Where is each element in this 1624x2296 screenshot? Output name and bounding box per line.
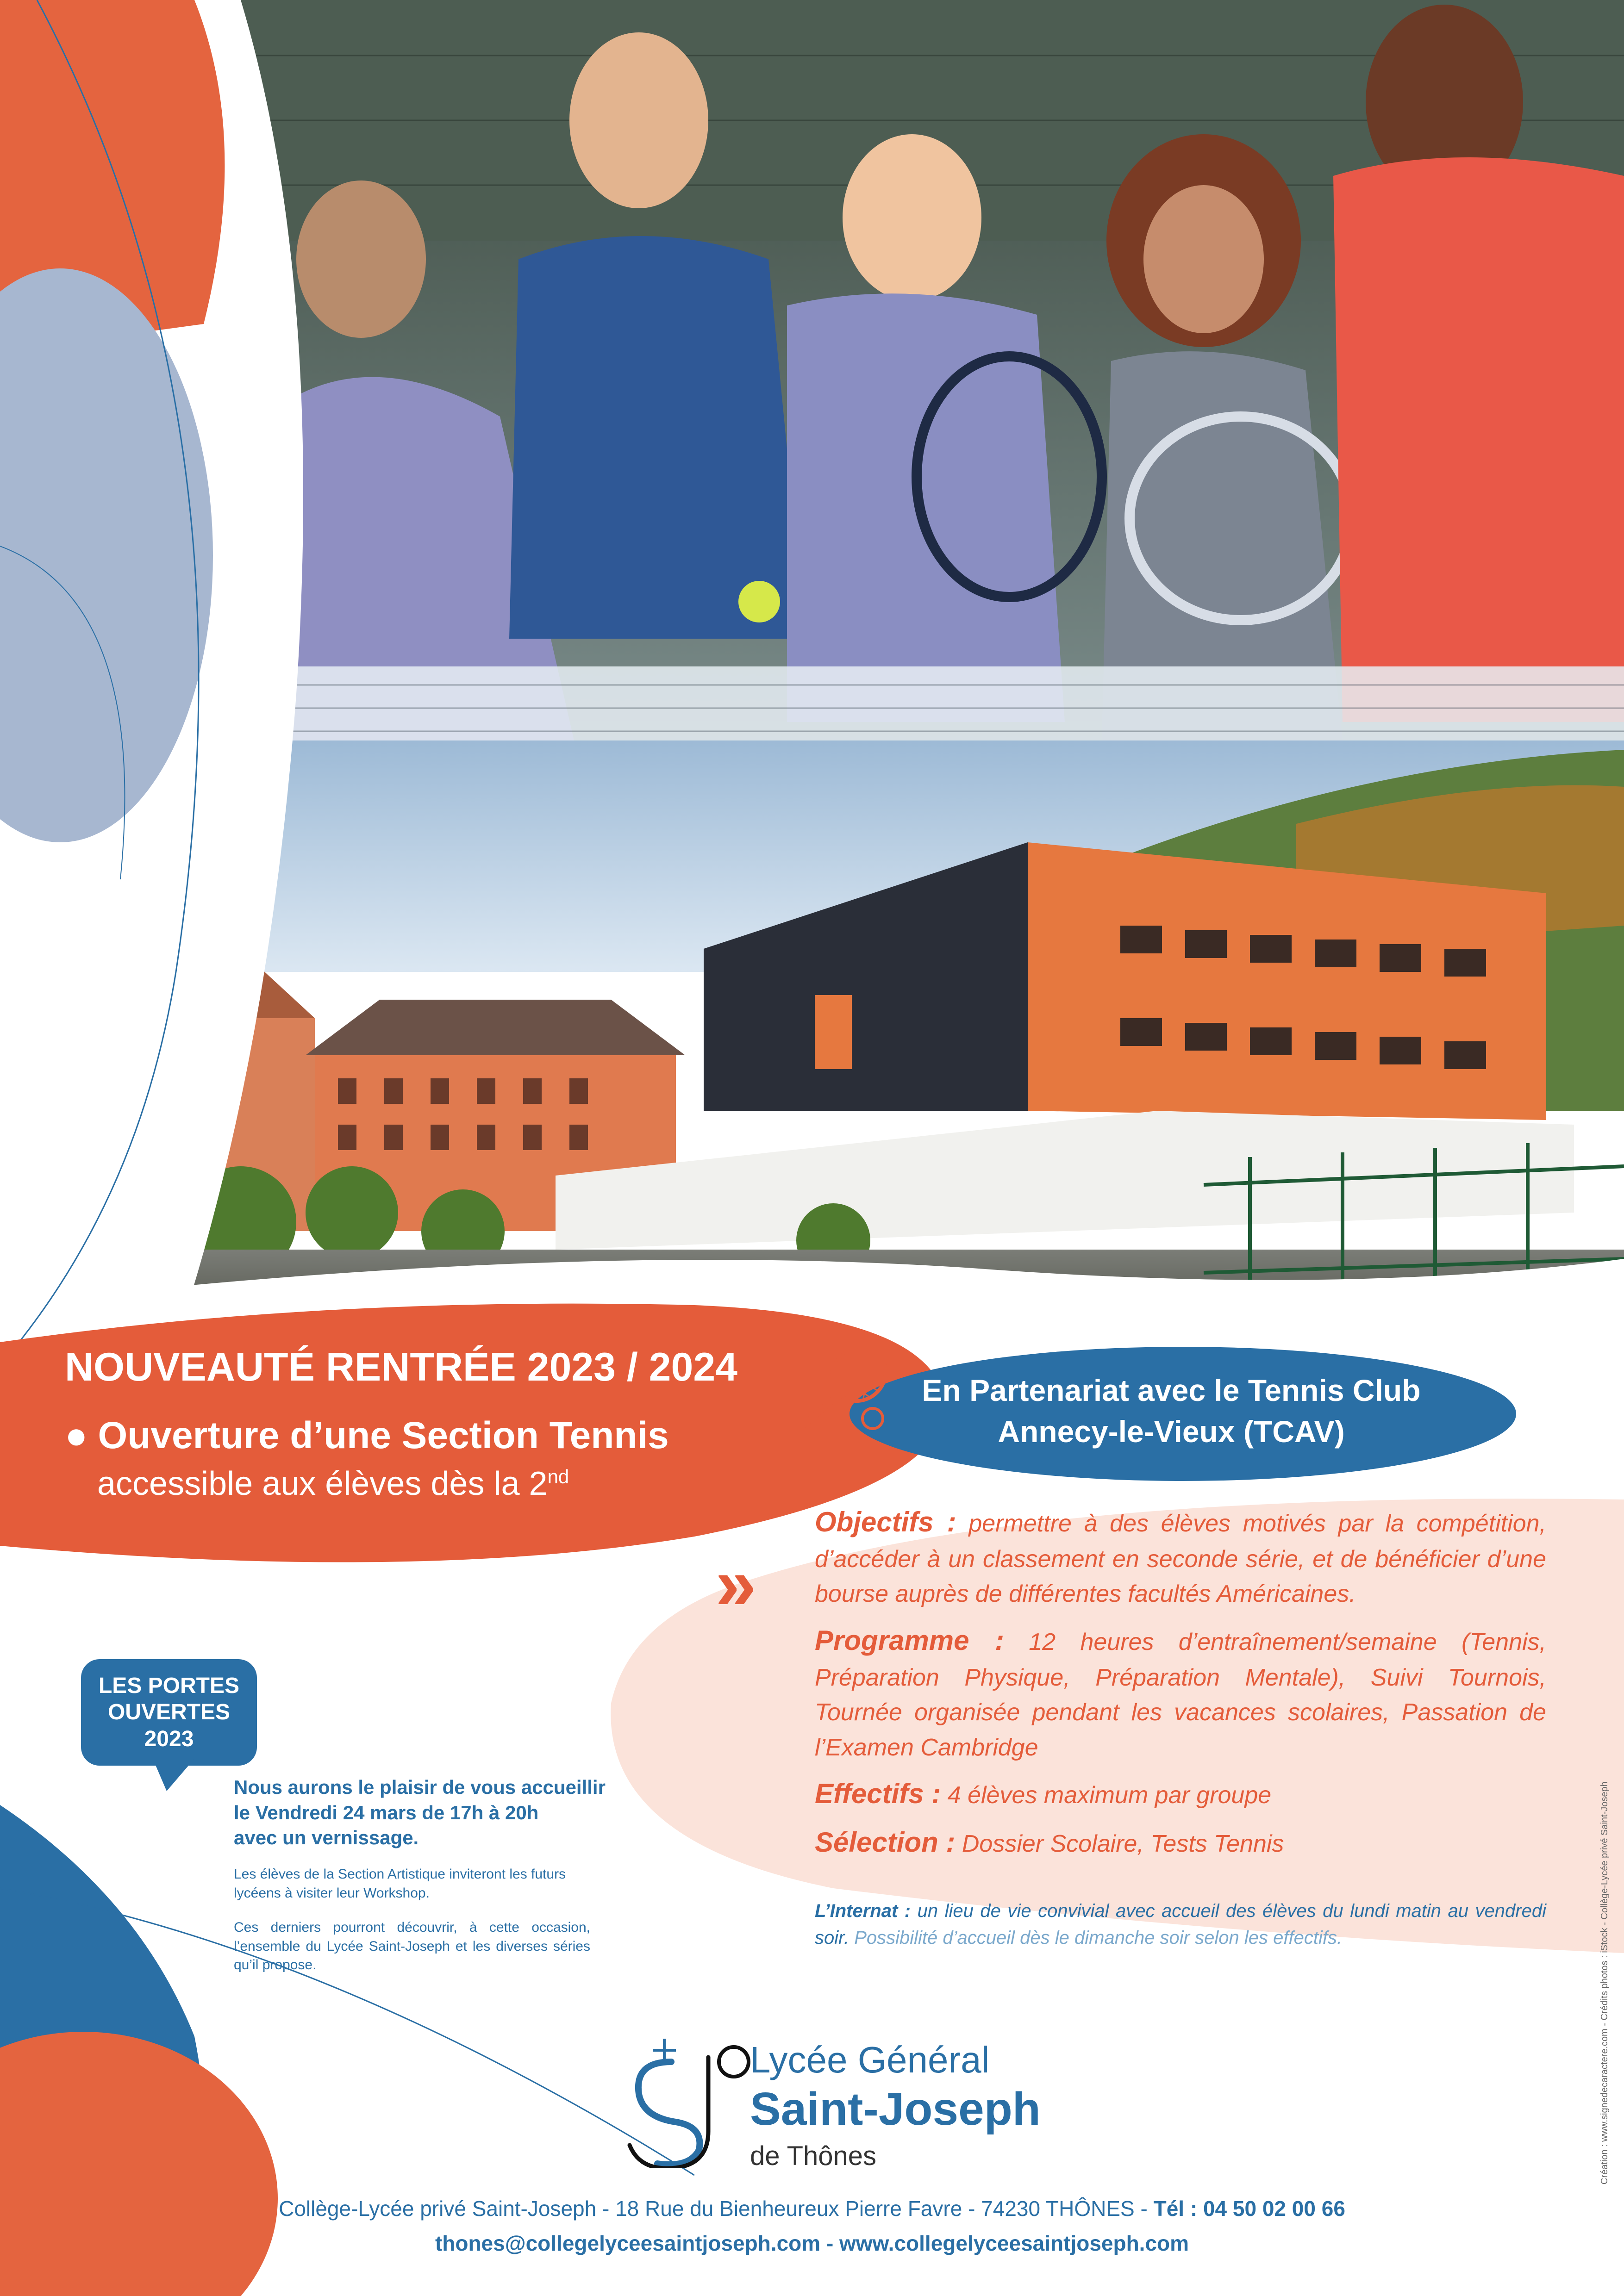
invitation-text: Nous aurons le plaisir de vous accueillir le Vendredi 24 mars de 17h à 20h avec un vernissage. <box>234 1776 606 1849</box>
subtitle-sup: nd <box>547 1466 569 1487</box>
partnership-line1: En Partenariat avec le Tennis Club <box>922 1373 1421 1407</box>
internat: L’Internat : un lieu de vie convivial avec accueil des élèves du lundi matin au vendredi soir. Possibilité d’accueil dès le dimanche soir selon les effectifs. <box>815 1901 1547 1948</box>
footer-web[interactable]: thones@collegelyceesaintjoseph.com - www.collegelyceesaintjoseph.com <box>435 2231 1189 2255</box>
partnership-text <box>870 1370 1472 1452</box>
invitation-note-1: Les élèves de la Section Artistique inviteront les futurs lycéens à visiter leur Workshop. <box>234 1867 566 1901</box>
logo-line3: de Thônes <box>750 2141 877 2171</box>
tennis-section-title <box>65 1414 806 1457</box>
effectifs: Effectifs : 4 élèves maximum par groupe <box>815 1778 1272 1809</box>
logo-line2: Saint-Joseph <box>750 2083 1041 2135</box>
invitation-note-2: Ces derniers pourront découvrir, à cette occasion, l’ensemble du Lycée Saint-Joseph et les diverses séries qu’il propose. <box>234 1920 590 1972</box>
footer-phone[interactable]: Tél : 04 50 02 00 66 <box>1153 2196 1345 2221</box>
selection: Sélection : Dossier Scolaire, Tests Tennis <box>815 1826 1284 1858</box>
chevrons-icon: » <box>715 1542 747 1625</box>
bullet: ● <box>65 1414 88 1456</box>
photo-credits: Création : www.signedecaractere.com - Crédits photos : iStock - Collège-Lycée privé Saint-Joseph <box>1599 1781 1610 2184</box>
school-logo-icon <box>616 2029 755 2168</box>
tennis-title-text: Ouverture d’une Section Tennis <box>98 1414 669 1456</box>
logo-line1: Lycée Général <box>750 2039 990 2080</box>
objectifs: Objectifs : permettre à des élèves motivés par la compétition, d’accéder à un classement en seconde série, et de bénéficier d’une bourse auprès de différentes facultés Américaines. <box>815 1506 1546 1608</box>
portes-ouvertes-badge: LES PORTES OUVERTES 2023 <box>81 1659 257 1766</box>
bubble-tail <box>153 1759 194 1791</box>
programme: Programme : 12 heures d’entraînement/semaine (Tennis, Préparation Physique, Préparation Mentale), Suivi Tournois, Tournée organisée pendant les vacances scolaires, Passation de l’Examen Cambridge <box>815 1624 1547 1761</box>
tennis-section-subtitle <box>97 1465 838 1503</box>
headline: NOUVEAUTÉ RENTRÉE 2023 / 2024 <box>65 1345 737 1389</box>
partnership-line2: Annecy-le-Vieux (TCAV) <box>998 1414 1345 1449</box>
section-details <box>815 1502 1546 1871</box>
footer-address: Collège-Lycée privé Saint-Joseph - 18 Rue du Bienheureux Pierre Favre - 74230 THÔNES - Tél : 04 50 02 00 66 <box>279 2196 1345 2221</box>
subtitle-text: accessible aux élèves dès la 2 <box>97 1465 548 1502</box>
